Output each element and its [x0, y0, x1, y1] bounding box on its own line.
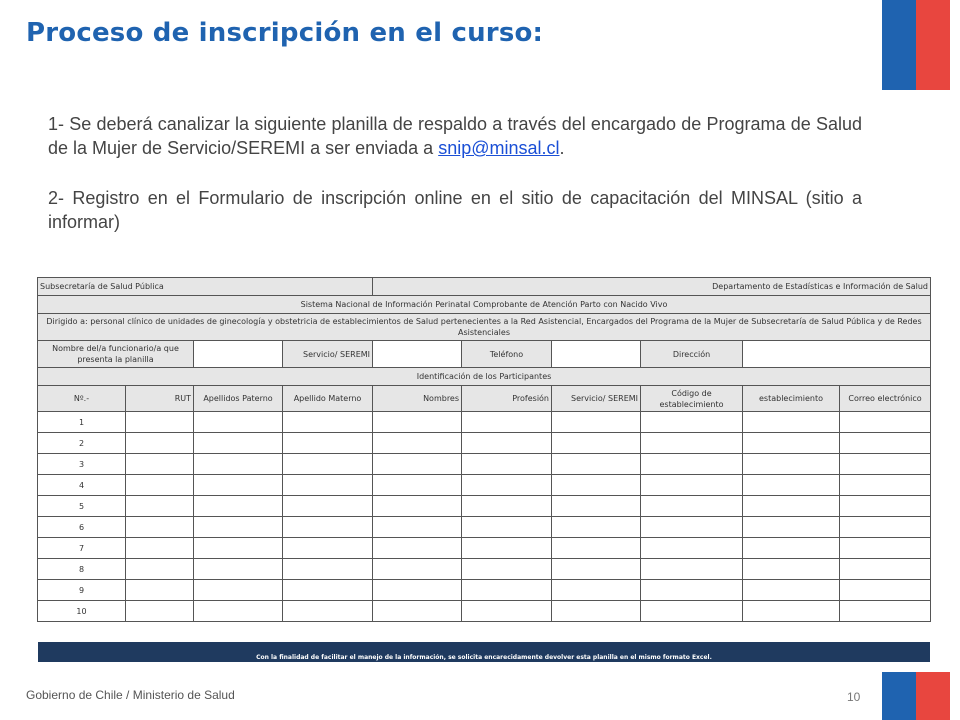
row-input-cell[interactable]	[373, 433, 462, 454]
row-input-cell[interactable]	[194, 559, 283, 580]
row-input-cell[interactable]	[641, 454, 743, 475]
row-input-cell[interactable]	[283, 559, 373, 580]
flag-red-stripe	[916, 0, 950, 90]
row-input-cell[interactable]	[373, 412, 462, 433]
table-row	[38, 517, 931, 538]
row-input-cell[interactable]	[641, 601, 743, 622]
row-input-cell[interactable]	[840, 433, 931, 454]
row-number: 2	[38, 433, 126, 454]
col-header-profesion: Profesión	[462, 386, 552, 412]
row-input-cell[interactable]	[743, 433, 840, 454]
row-input-cell[interactable]	[840, 538, 931, 559]
subsecretaria-cell: Subsecretaría de Salud Pública	[38, 278, 373, 296]
row-input-cell[interactable]	[743, 454, 840, 475]
row-input-cell[interactable]	[373, 496, 462, 517]
row-input-cell[interactable]	[462, 580, 552, 601]
direccion-input[interactable]	[743, 341, 931, 368]
footer-text: Gobierno de Chile / Ministerio de Salud	[26, 688, 235, 702]
nombre-funcionario-label: Nombre del/a funcionario/a que presenta la planilla	[38, 341, 194, 368]
row-input-cell[interactable]	[462, 559, 552, 580]
row-input-cell[interactable]	[840, 601, 931, 622]
row-input-cell[interactable]	[194, 580, 283, 601]
table-row	[38, 559, 931, 580]
col-header-servicio: Servicio/ SEREMI	[552, 386, 641, 412]
excel-format-banner: Con la finalidad de facilitar el manejo de la información, se solicita encarecidamente devolver esta planilla en el mismo formato Excel.	[38, 642, 930, 662]
row-input-cell[interactable]	[194, 412, 283, 433]
table-row	[38, 601, 931, 622]
row-input-cell[interactable]	[641, 433, 743, 454]
row-input-cell[interactable]	[126, 475, 194, 496]
row-input-cell[interactable]	[743, 517, 840, 538]
row-number: 6	[38, 517, 126, 538]
col-header-apellido-materno: Apellido Materno	[283, 386, 373, 412]
row-input-cell[interactable]	[373, 559, 462, 580]
row-input-cell[interactable]	[552, 433, 641, 454]
row-number: 7	[38, 538, 126, 559]
col-header-nombres: Nombres	[373, 386, 462, 412]
flag-blue-stripe	[882, 672, 916, 720]
row-input-cell[interactable]	[126, 433, 194, 454]
row-input-cell[interactable]	[373, 454, 462, 475]
row-input-cell[interactable]	[552, 601, 641, 622]
row-input-cell[interactable]	[126, 580, 194, 601]
telefono-input[interactable]	[552, 341, 641, 368]
row-input-cell[interactable]	[126, 538, 194, 559]
row-input-cell[interactable]	[743, 475, 840, 496]
row-input-cell[interactable]	[373, 538, 462, 559]
table-row	[38, 538, 931, 559]
row-input-cell[interactable]	[194, 433, 283, 454]
paragraph-2: 2- Registro en el Formulario de inscripción online en el sitio de capacitación del MINSAL (sitio a informar)	[48, 188, 862, 232]
row-input-cell[interactable]	[126, 601, 194, 622]
row-input-cell[interactable]	[641, 475, 743, 496]
row-input-cell[interactable]	[283, 454, 373, 475]
row-input-cell[interactable]	[126, 412, 194, 433]
row-input-cell[interactable]	[743, 580, 840, 601]
table-row	[38, 580, 931, 601]
col-header-apellido-paterno: Apellidos Paterno	[194, 386, 283, 412]
paragraph-1-end: .	[559, 138, 565, 158]
row-input-cell[interactable]	[552, 475, 641, 496]
nombre-funcionario-input[interactable]	[194, 341, 283, 368]
row-input-cell[interactable]	[743, 412, 840, 433]
table-row	[38, 496, 931, 517]
row-input-cell[interactable]	[641, 496, 743, 517]
row-input-cell[interactable]	[552, 538, 641, 559]
row-input-cell[interactable]	[840, 475, 931, 496]
row-input-cell[interactable]	[126, 517, 194, 538]
row-input-cell[interactable]	[373, 517, 462, 538]
row-number: 4	[38, 475, 126, 496]
row-input-cell[interactable]	[840, 580, 931, 601]
row-number: 9	[38, 580, 126, 601]
chile-flag-top	[882, 0, 950, 90]
row-input-cell[interactable]	[283, 496, 373, 517]
flag-red-stripe	[916, 672, 950, 720]
row-input-cell[interactable]	[194, 601, 283, 622]
row-input-cell[interactable]	[641, 538, 743, 559]
paragraph-1	[48, 112, 862, 160]
paragraph-1-text: 1- Se deberá canalizar la siguiente planilla de respaldo a través del encargado de Programa de Salud de la Mujer de Servicio/SEREMI a ser enviada a	[48, 114, 862, 158]
row-input-cell[interactable]	[840, 559, 931, 580]
row-input-cell[interactable]	[462, 496, 552, 517]
page-title: Proceso de inscripción en el curso:	[26, 18, 544, 48]
row-input-cell[interactable]	[373, 601, 462, 622]
row-input-cell[interactable]	[641, 580, 743, 601]
row-input-cell[interactable]	[126, 454, 194, 475]
table-row	[38, 412, 931, 433]
row-input-cell[interactable]	[641, 412, 743, 433]
dirigido-cell: Dirigido a: personal clínico de unidades de ginecología y obstetricia de establecimientos de Salud pertenecientes a la Red Asistencial, Encargados del Programa de la Mujer de Subsecretaría de Salud Pública y de Redes Asistenciales	[38, 314, 931, 341]
row-number: 10	[38, 601, 126, 622]
row-input-cell[interactable]	[552, 559, 641, 580]
row-input-cell[interactable]	[840, 454, 931, 475]
table-row	[38, 454, 931, 475]
row-input-cell[interactable]	[283, 601, 373, 622]
row-input-cell[interactable]	[283, 475, 373, 496]
row-input-cell[interactable]	[194, 517, 283, 538]
sistema-cell: Sistema Nacional de Información Perinatal Comprobante de Atención Parto con Nacido Vivo	[38, 296, 931, 314]
row-input-cell[interactable]	[462, 601, 552, 622]
servicio-input[interactable]	[373, 341, 462, 368]
row-input-cell[interactable]	[462, 538, 552, 559]
row-input-cell[interactable]	[373, 580, 462, 601]
table-row	[38, 433, 931, 454]
servicio-label: Servicio/ SEREMI	[283, 341, 373, 368]
row-input-cell[interactable]	[840, 412, 931, 433]
row-input-cell[interactable]	[462, 454, 552, 475]
row-input-cell[interactable]	[283, 517, 373, 538]
col-header-numero: Nº.-	[38, 386, 126, 412]
email-link[interactable]: snip@minsal.cl	[438, 138, 560, 158]
row-input-cell[interactable]	[641, 517, 743, 538]
row-input-cell[interactable]	[194, 538, 283, 559]
telefono-label: Teléfono	[462, 341, 552, 368]
flag-blue-stripe	[882, 0, 916, 90]
row-input-cell[interactable]	[552, 412, 641, 433]
col-header-correo: Correo electrónico	[840, 386, 931, 412]
departamento-cell: Departamento de Estadísticas e Información de Salud	[373, 278, 931, 296]
row-input-cell[interactable]	[194, 496, 283, 517]
row-input-cell[interactable]	[743, 496, 840, 517]
row-input-cell[interactable]	[462, 517, 552, 538]
col-header-codigo-establecimiento: Código de establecimiento	[641, 386, 743, 412]
row-input-cell[interactable]	[743, 601, 840, 622]
row-number: 8	[38, 559, 126, 580]
row-input-cell[interactable]	[126, 559, 194, 580]
row-input-cell[interactable]	[462, 433, 552, 454]
row-input-cell[interactable]	[462, 412, 552, 433]
row-input-cell[interactable]	[552, 517, 641, 538]
row-number: 5	[38, 496, 126, 517]
row-input-cell[interactable]	[552, 454, 641, 475]
row-input-cell[interactable]	[840, 517, 931, 538]
row-input-cell[interactable]	[641, 559, 743, 580]
row-input-cell[interactable]	[194, 454, 283, 475]
page-number: 10	[847, 690, 861, 704]
row-input-cell[interactable]	[743, 559, 840, 580]
direccion-label: Dirección	[641, 341, 743, 368]
identificacion-header: Identificación de los Participantes	[38, 368, 931, 386]
row-input-cell[interactable]	[283, 580, 373, 601]
row-input-cell[interactable]	[552, 580, 641, 601]
row-input-cell[interactable]	[126, 496, 194, 517]
row-input-cell[interactable]	[283, 412, 373, 433]
row-input-cell[interactable]	[194, 475, 283, 496]
col-header-establecimiento: establecimiento	[743, 386, 840, 412]
row-number: 1	[38, 412, 126, 433]
col-header-rut: RUT	[126, 386, 194, 412]
participant-rows	[38, 412, 931, 622]
row-input-cell[interactable]	[743, 538, 840, 559]
chile-flag-bottom	[882, 672, 950, 720]
registration-form-table	[37, 277, 931, 622]
row-input-cell[interactable]	[552, 496, 641, 517]
row-input-cell[interactable]	[283, 538, 373, 559]
row-number: 3	[38, 454, 126, 475]
row-input-cell[interactable]	[283, 433, 373, 454]
table-row	[38, 475, 931, 496]
row-input-cell[interactable]	[462, 475, 552, 496]
row-input-cell[interactable]	[373, 475, 462, 496]
row-input-cell[interactable]	[840, 496, 931, 517]
